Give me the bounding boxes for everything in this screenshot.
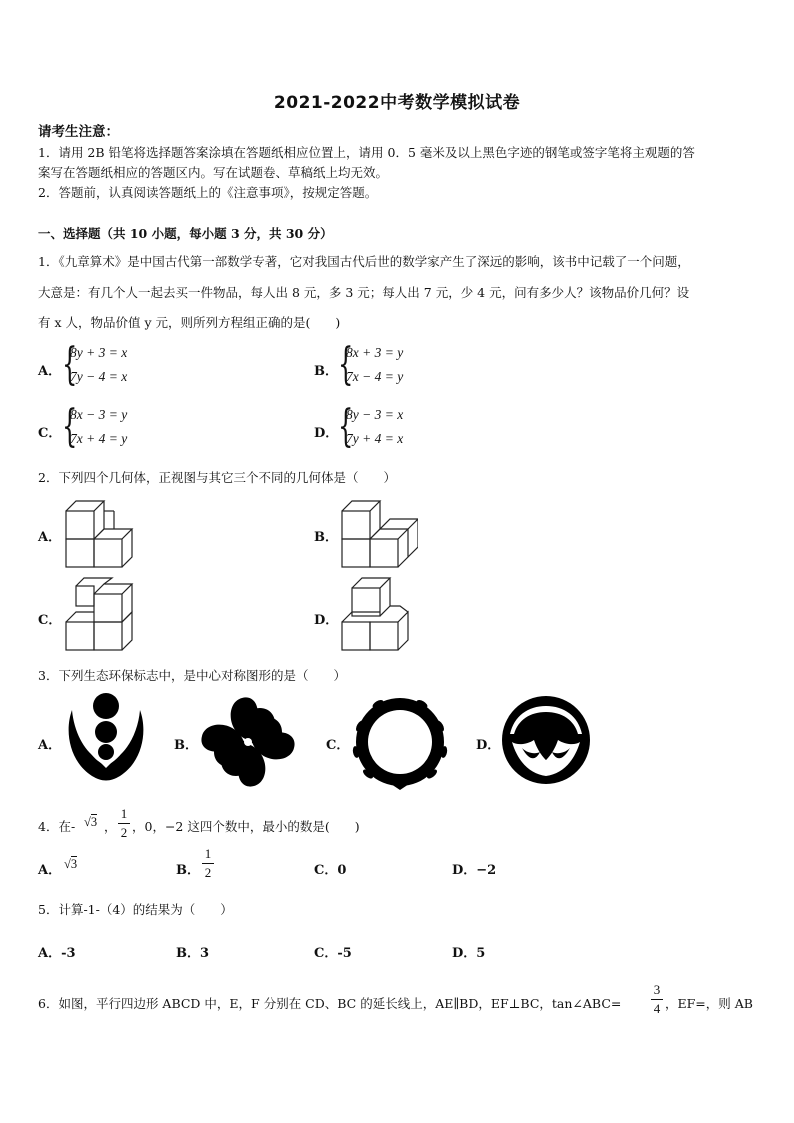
q3-text: 3．下列生态环保标志中，是中心对称图形的是（ ） xyxy=(38,668,346,683)
q6-text-suffix: ，EF=，则 AB xyxy=(665,996,753,1011)
radicand: 3 xyxy=(90,815,98,829)
numerator: 1 xyxy=(120,806,128,821)
q3-eco-logo-c-wreath-figure xyxy=(348,690,452,794)
q2-solid-b-figure xyxy=(338,495,418,571)
q2-option-a-label: A． xyxy=(38,530,62,545)
equation: 7y + 4 = x xyxy=(346,431,404,446)
q1-option-d-label: D． xyxy=(314,426,339,441)
notice-line-1a: 1．请用 2B 铅笔将选择题答案涂填在答题纸相应位置上，请用 0．5 毫米及以上黑色字迹的钢笔或签字笔将主观题的答 xyxy=(38,145,695,160)
q5-option-a: A．-3 xyxy=(38,946,76,961)
q2-option-c-label: C． xyxy=(38,613,62,628)
q1-option-a-system: { 8y + 3 = x 7y − 4 = x xyxy=(62,339,128,390)
q4-fraction-half xyxy=(118,806,130,841)
q2-option-b-label: B． xyxy=(314,530,338,545)
denominator: 4 xyxy=(653,1001,661,1016)
q3-eco-logo-d-figure xyxy=(500,694,592,786)
equation: 7x + 4 = y xyxy=(70,431,128,446)
q1-option-b-label: B． xyxy=(314,364,338,379)
q1-option-d-system: { 8y − 3 = x 7y + 4 = x xyxy=(338,401,404,452)
page-title: 2021-2022中考数学模拟试卷 xyxy=(273,93,521,113)
q1-line-1: 1．《九章算术》是中国古代第一部数学专著，它对我国古代后世的数学家产生了深远的影响，该书中记载了一个问题， xyxy=(38,254,690,269)
q5-option-d: D．5 xyxy=(452,946,486,961)
q1-option-c-label: C． xyxy=(38,426,62,441)
q6-fraction-tan xyxy=(651,982,663,1017)
q3-eco-logo-b-figure xyxy=(196,692,300,792)
q3-option-d-label: D． xyxy=(476,738,501,753)
q6-text-prefix: 6．如图，平行四边形 ABCD 中，E，F 分别在 CD、BC 的延长线上，AE∥BD，EF⊥BC，tan∠ABC= xyxy=(38,996,622,1011)
q2-solid-d-figure xyxy=(338,576,418,654)
q4-comma: ， xyxy=(104,819,117,834)
q1-option-c-system: { 8x − 3 = y 7x + 4 = y xyxy=(62,401,128,452)
denominator: 2 xyxy=(204,865,212,880)
q1-option-b-system: { 8x + 3 = y 7x − 4 = y xyxy=(338,339,404,390)
q2-solid-c-figure xyxy=(62,576,142,654)
q2-text: 2．下列四个几何体，正视图与其它三个不同的几何体是（ ） xyxy=(38,470,396,485)
notice-line-2: 2．答题前，认真阅读答题纸上的《注意事项》，按规定答题。 xyxy=(38,185,378,200)
equation: 8y + 3 = x xyxy=(70,345,128,360)
radicand: 3 xyxy=(70,857,78,871)
q3-option-a-label: A． xyxy=(38,738,62,753)
q4-text-prefix: 4．在- xyxy=(38,819,76,834)
q2-option-d-label: D． xyxy=(314,613,339,628)
equation: 8x + 3 = y xyxy=(346,345,404,360)
q4-option-b-fraction xyxy=(202,846,214,881)
q4-text-suffix: ，0，−2 这四个数中，最小的数是( ) xyxy=(132,819,360,834)
radical-sign: √ xyxy=(84,815,91,829)
equation: 7x − 4 = y xyxy=(346,369,404,384)
q4-option-a-label: A． xyxy=(38,863,62,878)
q5-option-c: C．-5 xyxy=(314,946,352,961)
q5-text: 5．计算-1-（4）的结果为（ ） xyxy=(38,902,233,917)
notice-line-1b: 案写在答题纸相应的答题区内。写在试题卷、草稿纸上均无效。 xyxy=(38,165,389,180)
q4-option-b-label: B． xyxy=(176,863,200,878)
q1-option-a-label: A． xyxy=(38,364,62,379)
equation: 8y − 3 = x xyxy=(346,407,404,422)
q4-option-c: C．0 xyxy=(314,863,347,878)
q3-option-c-label: C． xyxy=(326,738,350,753)
q4-sqrt-expression xyxy=(84,815,97,830)
numerator: 3 xyxy=(653,982,661,997)
equation: 7y − 4 = x xyxy=(70,369,128,384)
radical-sign: √ xyxy=(64,857,71,871)
q3-eco-logo-a-figure xyxy=(62,692,156,784)
equation: 8x − 3 = y xyxy=(70,407,128,422)
q4-option-a-sqrt xyxy=(64,857,77,872)
section-heading: 一、选择题（共 10 小题，每小题 3 分，共 30 分） xyxy=(38,226,333,241)
q5-option-b: B．3 xyxy=(176,946,210,961)
q4-option-d: D．−2 xyxy=(452,863,497,878)
notice-heading: 请考生注意： xyxy=(38,124,119,140)
q1-line-3: 有 x 人，物品价值 y 元，则所列方程组正确的是( ) xyxy=(38,315,341,330)
q1-line-2: 大意是：有几个人一起去买一件物品，每人出 8 元，多 3 元；每人出 7 元，少 4 元，问有多少人？该物品价几何？设 xyxy=(38,285,690,300)
q3-option-b-label: B． xyxy=(174,738,198,753)
q2-solid-a-figure xyxy=(62,495,142,571)
denominator: 2 xyxy=(120,825,128,840)
numerator: 1 xyxy=(204,846,212,861)
